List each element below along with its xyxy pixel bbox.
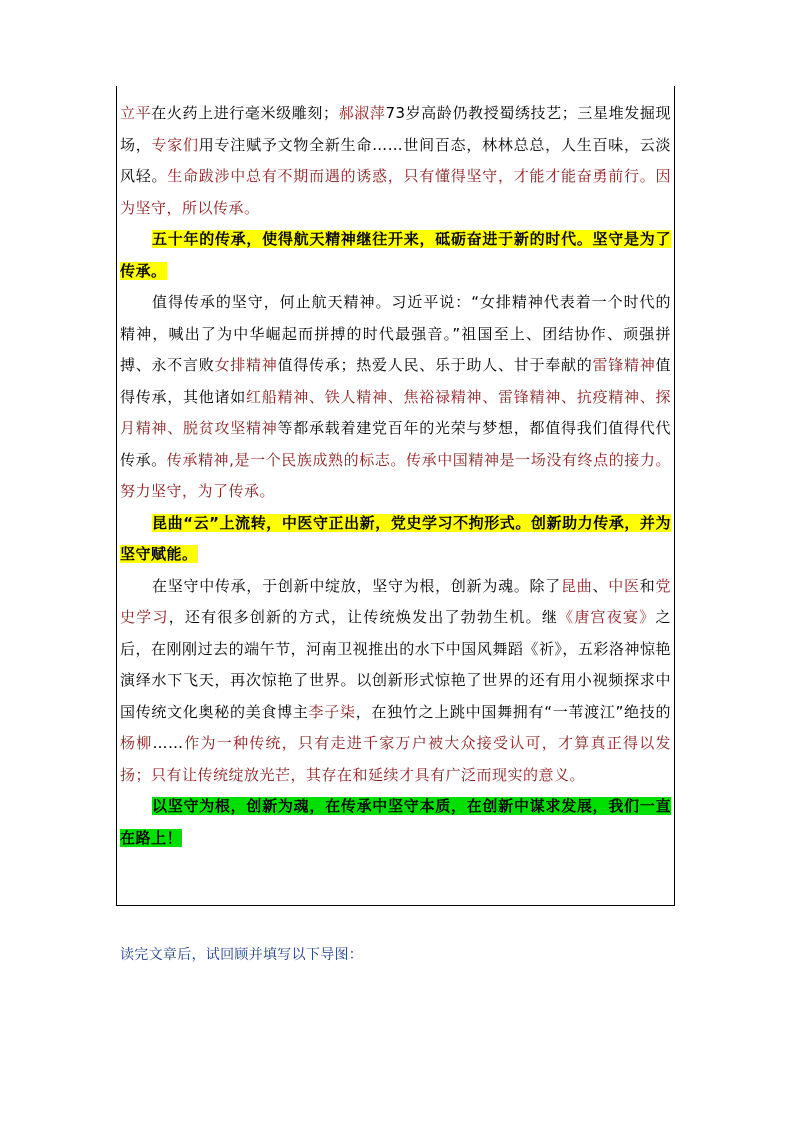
text-run: 在坚守中传承，于创新中绽放，坚守为根，创新为魂。除了 <box>152 576 562 595</box>
spirit-list: 红船精神、铁人精神、焦裕禄精神、雷锋精神、抗疫精神、探月精神、脱贫攻坚精神 <box>120 387 671 437</box>
text-run: 值得传承；热爱人民、乐于助人、甘于奉献的 <box>277 356 593 374</box>
spirit-volleyball: 女排精神 <box>214 356 278 374</box>
text-run: 73岁高龄仍教授蜀绣技艺；三星堆发掘现场， <box>120 104 671 154</box>
highlight-sentence-yellow-2: 昆曲“云”上流转，中医守正出新，党史学习不拘形式。创新助力传承，并为坚守赋能。 <box>120 513 671 563</box>
term-party-history: 党史学习 <box>120 576 671 626</box>
key-sentence-1: 生命跋涉中总有不期而遇的诱惑，只有懂得坚守，才能才能奋勇前行。因为坚守，所以传承。 <box>120 167 671 217</box>
key-sentence-3: 作为一种传统，只有走进千家万户被大众接受认可，才算真正得以发扬；只有让传统绽放光芒，其存在和延续才具有广泛而现实的意义。 <box>120 734 671 784</box>
spirit-leifeng: 雷锋精神 <box>592 356 656 374</box>
text-run: 、 <box>592 576 609 595</box>
passage-text <box>120 98 671 854</box>
text-run: 之后，在刚刚过去的端午节，河南卫视推出的水下中国风舞蹈《祈》，五彩洛神惊艳演绎水下飞天，再次惊艳了世界。以创新形式惊艳了世界的还有用小视频探求中国传统文化奥秘的美食博主 <box>120 608 671 721</box>
highlight-sentence-yellow-1: 五十年的传承，使得航天精神继往开来，砥砺奋进于新的时代。坚守是为了传承。 <box>120 230 671 280</box>
text-run: …… <box>152 734 184 752</box>
text-run: 和 <box>639 576 656 595</box>
name-liping: 立平 <box>120 104 152 122</box>
text-run: 在火药上进行毫米级雕刻； <box>151 104 339 122</box>
experts-phrase: 专家们 <box>151 135 199 154</box>
paragraph-3 <box>120 287 671 508</box>
name-liziqi: 李子柒 <box>308 702 356 721</box>
highlight-sentence-green: 以坚守为根，创新为魂，在传承中坚守本质，在创新中谋求发展，我们一直在路上！ <box>120 797 671 847</box>
text-run: 用专注赋予文物全新生命……世间百态，林林总总，人生百味，云淡风轻。 <box>120 135 671 185</box>
paragraph-6 <box>120 791 671 854</box>
text-run: 值得传承，其他诸如 <box>120 356 671 406</box>
name-haoshuping: 郝淑萍 <box>338 104 386 122</box>
title-tang-palace: 《唐宫夜宴》 <box>558 608 656 626</box>
text-run: ，在独竹之上跳中国舞拥有“一苇渡江”绝技的 <box>355 702 671 721</box>
text-run: 等都承载着建党百年的光荣与梦想，都值得我们值得代代传承。 <box>120 419 671 469</box>
text-run: 值得传承的坚守，何止航天精神。习近平说：“女排精神代表着一个时代的精神，喊出了为中华崛起而拼搏的时代最强音。”祖国至上、团结协作、顽强拼搏、永不言败 <box>120 293 671 374</box>
paragraph-5 <box>120 571 671 792</box>
name-yangliu: 杨柳 <box>120 734 153 752</box>
paragraph-1 <box>120 98 671 224</box>
paragraph-2 <box>120 224 671 287</box>
term-kunqu: 昆曲 <box>561 576 593 595</box>
key-sentence-2: 传承精神,是一个民族成熟的标志。传承中国精神是一场没有终点的接力。努力坚守，为了传承。 <box>120 450 671 500</box>
paragraph-4 <box>120 508 671 571</box>
passage-box <box>116 86 675 906</box>
text-run: ，还有很多创新的方式，让传统焕发出了勃勃生机。继 <box>168 608 559 626</box>
footer-instruction: 读完文章后，试回顾并填写以下导图： <box>120 947 364 963</box>
term-tcm: 中医 <box>608 576 640 595</box>
